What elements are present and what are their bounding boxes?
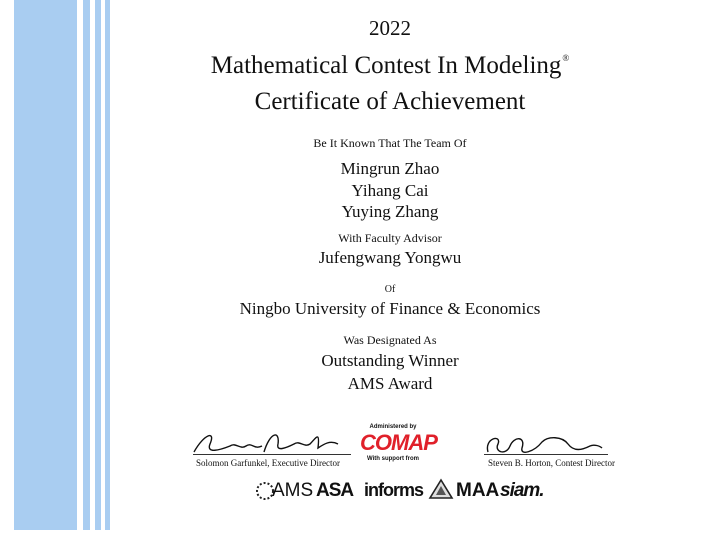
designation-label: Was Designated As (343, 333, 437, 347)
comap-logo: COMAP (360, 430, 437, 455)
decorative-stripe-2 (95, 0, 101, 530)
decorative-stripe-1 (83, 0, 90, 530)
advisor-label: With Faculty Advisor (338, 231, 442, 245)
team-member: Yihang Cai (351, 181, 429, 200)
informs-logo: informs (364, 480, 424, 500)
maa-emblem-icon (428, 478, 454, 502)
certificate-year: 2022 (369, 16, 411, 40)
team-member: Yuying Zhang (341, 202, 439, 221)
certificate-title: Certificate of Achievement (254, 88, 526, 115)
support-label: With support from (367, 456, 419, 462)
comap-block (360, 424, 437, 462)
institution-name: Ningbo University of Finance & Economics (239, 299, 541, 318)
sponsor-logos (256, 476, 556, 506)
team-intro: Be It Known That The Team Of (313, 136, 467, 150)
administered-by-label: Administered by (369, 424, 417, 430)
contest-director-caption: Steven B. Horton, Contest Director (488, 458, 615, 468)
decorative-stripe-wide (14, 0, 77, 530)
advisor-name: Jufengwang Yongwu (318, 248, 462, 267)
contest-name: Mathematical Contest In Modeling® (210, 52, 570, 79)
award-name: AMS Award (347, 374, 433, 393)
team-member: Mingrun Zhao (340, 159, 440, 178)
asa-logo: ASA (316, 480, 354, 501)
siam-logo: siam. (500, 480, 544, 501)
registered-mark: ® (562, 53, 570, 63)
designation-title: Outstanding Winner (321, 351, 459, 370)
of-label: Of (384, 284, 396, 295)
ams-logo: AMS (272, 480, 314, 501)
executive-director-caption: Solomon Garfunkel, Executive Director (196, 458, 340, 468)
signature-line-right (484, 454, 608, 455)
signature-line-left (193, 454, 351, 455)
maa-logo: MAA (456, 480, 500, 501)
